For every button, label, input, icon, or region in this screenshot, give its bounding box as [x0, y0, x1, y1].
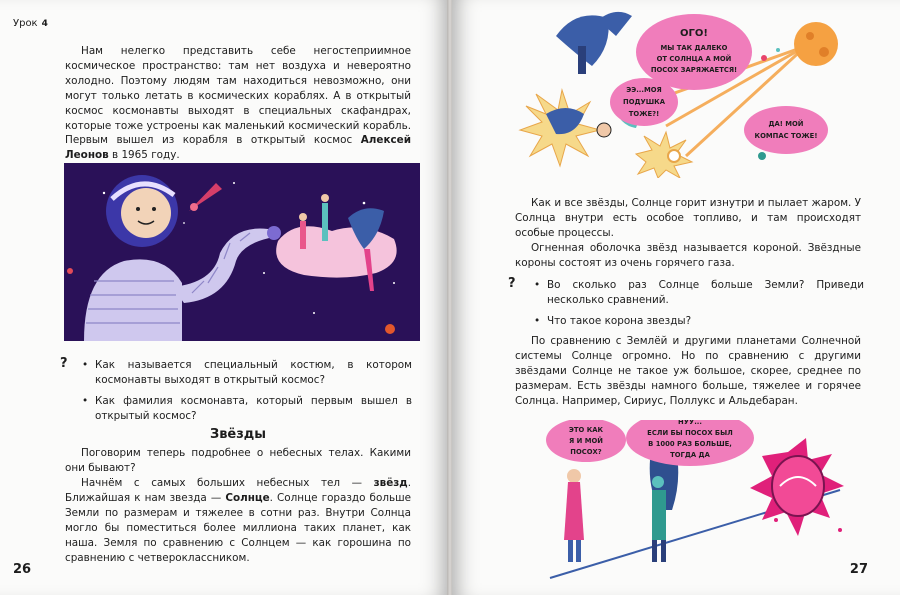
- bubble-d-line: Я И МОЙ: [569, 437, 603, 445]
- bubble-a-line: ПОСОХ ЗАРЯЖАЕТСЯ!: [650, 66, 738, 74]
- right-page: [452, 0, 900, 595]
- bubble-c-line: КОМПАС ТОЖЕ!: [754, 132, 818, 140]
- paragraph-corona: Огненная оболочка звёзд называется короной. Звёздные короны состоят из очень горячего газа.: [515, 242, 861, 269]
- question-mark-icon: ?: [60, 356, 68, 371]
- paragraph-sun-burns: Как и все звёзды, Солнце горит изнутри и пылает жаром. У Солнца внутри есть особое топливо, и там происходят особые процессы.: [515, 197, 861, 239]
- bubble-b-line: ЭЭ...МОЯ: [626, 86, 662, 94]
- paragraph-space-intro-tail: в 1965 году.: [108, 149, 180, 162]
- lesson-header: [13, 18, 48, 29]
- astronaut-illustration: [64, 163, 420, 341]
- sun-text-a: Начнём с самых больших небесных тел —: [81, 477, 374, 489]
- question-item: • Как называется специальный костюм, в котором космонавты выходят в открытый космос?: [82, 358, 412, 388]
- lesson-label: Урок: [13, 18, 38, 29]
- sun-term: Солнце: [225, 491, 270, 504]
- bubble-a-line: МЫ ТАК ДАЛЕКО: [660, 44, 728, 52]
- page-number-right: 27: [849, 562, 868, 577]
- bubble-d-line: ПОСОХ?: [570, 448, 602, 456]
- paragraph-space-intro-text: Нам нелегко представить себе негостеприимное космическое пространство: там нет воздуха и невероятно холодно. Поэтому людям там находиться невозможно, они могут только летать в космических кораблях. А в открытый космос космонавты выходят в специальных скафандрах, которые тоже устроены как маленький космический корабль. Первым вышел из корабля в открытый космос: [65, 45, 411, 147]
- comic-top-illustration: [516, 6, 856, 178]
- question-item: • Во сколько раз Солнце больше Земли? Приведи несколько сравнений.: [534, 278, 864, 308]
- page-number-left: 26: [13, 562, 32, 577]
- bubble-e-line: НУУ...: [678, 420, 702, 426]
- question-mark-icon: ?: [508, 276, 516, 291]
- right-questions: [508, 278, 864, 335]
- question-item: • Что такое корона звезды?: [534, 314, 864, 329]
- question-item: • Как фамилия космонавта, который первым вышел в открытый космос?: [82, 394, 412, 424]
- bubble-a-line: ОТ СОЛНЦА А МОЙ: [656, 55, 732, 63]
- comic-bottom-illustration: [540, 420, 860, 580]
- bubble-b-line: ПОДУШКА: [623, 98, 665, 106]
- sun-text-d: . Солнце гораздо больше Земли по размерам и тяжелее в сотни раз. Внутри Солнца могло бы поместиться более миллиона таких планет, как наша. Земля по сравнению с Солнцем — как горошина по сравнению с четвероклассником.: [65, 491, 411, 564]
- lesson-number: 4: [41, 19, 48, 29]
- paragraph-celestial-bodies: Поговорим теперь подробнее о небесных телах. Какими они бывают?: [65, 447, 411, 474]
- bubble-e-line: ТОГДА ДА: [670, 451, 710, 459]
- bubble-c-line: ДА! МОЙ: [768, 120, 804, 128]
- bubble-b-line: ТОЖЕ?!: [628, 110, 660, 118]
- right-question-list: [534, 278, 864, 329]
- paragraph-sun-comparison: По сравнению с Землёй и другими планетами Солнечной системы Солнце огромно. Но по сравнению с другими звёздами Солнце не такое уж большое, скорее, среднее по размерам. Есть звёзды намного больше, тяжелее и горячее Солнца. Например, Сириус, Поллукс и Альдебаран.: [515, 335, 861, 407]
- paragraph-sun: [65, 476, 411, 565]
- leonov-name: Алексей Леонов: [65, 134, 411, 162]
- left-question-list: [82, 358, 412, 424]
- bubble-e-line: ЕСЛИ БЫ ПОСОХ БЫЛ: [647, 429, 733, 437]
- bubble-e-line: В 1000 РАЗ БОЛЬШЕ,: [648, 440, 732, 448]
- left-page: [0, 0, 448, 595]
- stars-term: звёзд: [373, 477, 408, 489]
- bubble-d-line: ЭТО КАК: [568, 426, 604, 434]
- left-questions: [60, 358, 412, 430]
- bubble-a-line: ОГО!: [680, 28, 708, 39]
- paragraph-space-intro: [65, 44, 411, 163]
- sun-text-c: . Ближайшая к нам звезда —: [65, 477, 411, 504]
- section-title-stars: Звёзды: [209, 427, 267, 442]
